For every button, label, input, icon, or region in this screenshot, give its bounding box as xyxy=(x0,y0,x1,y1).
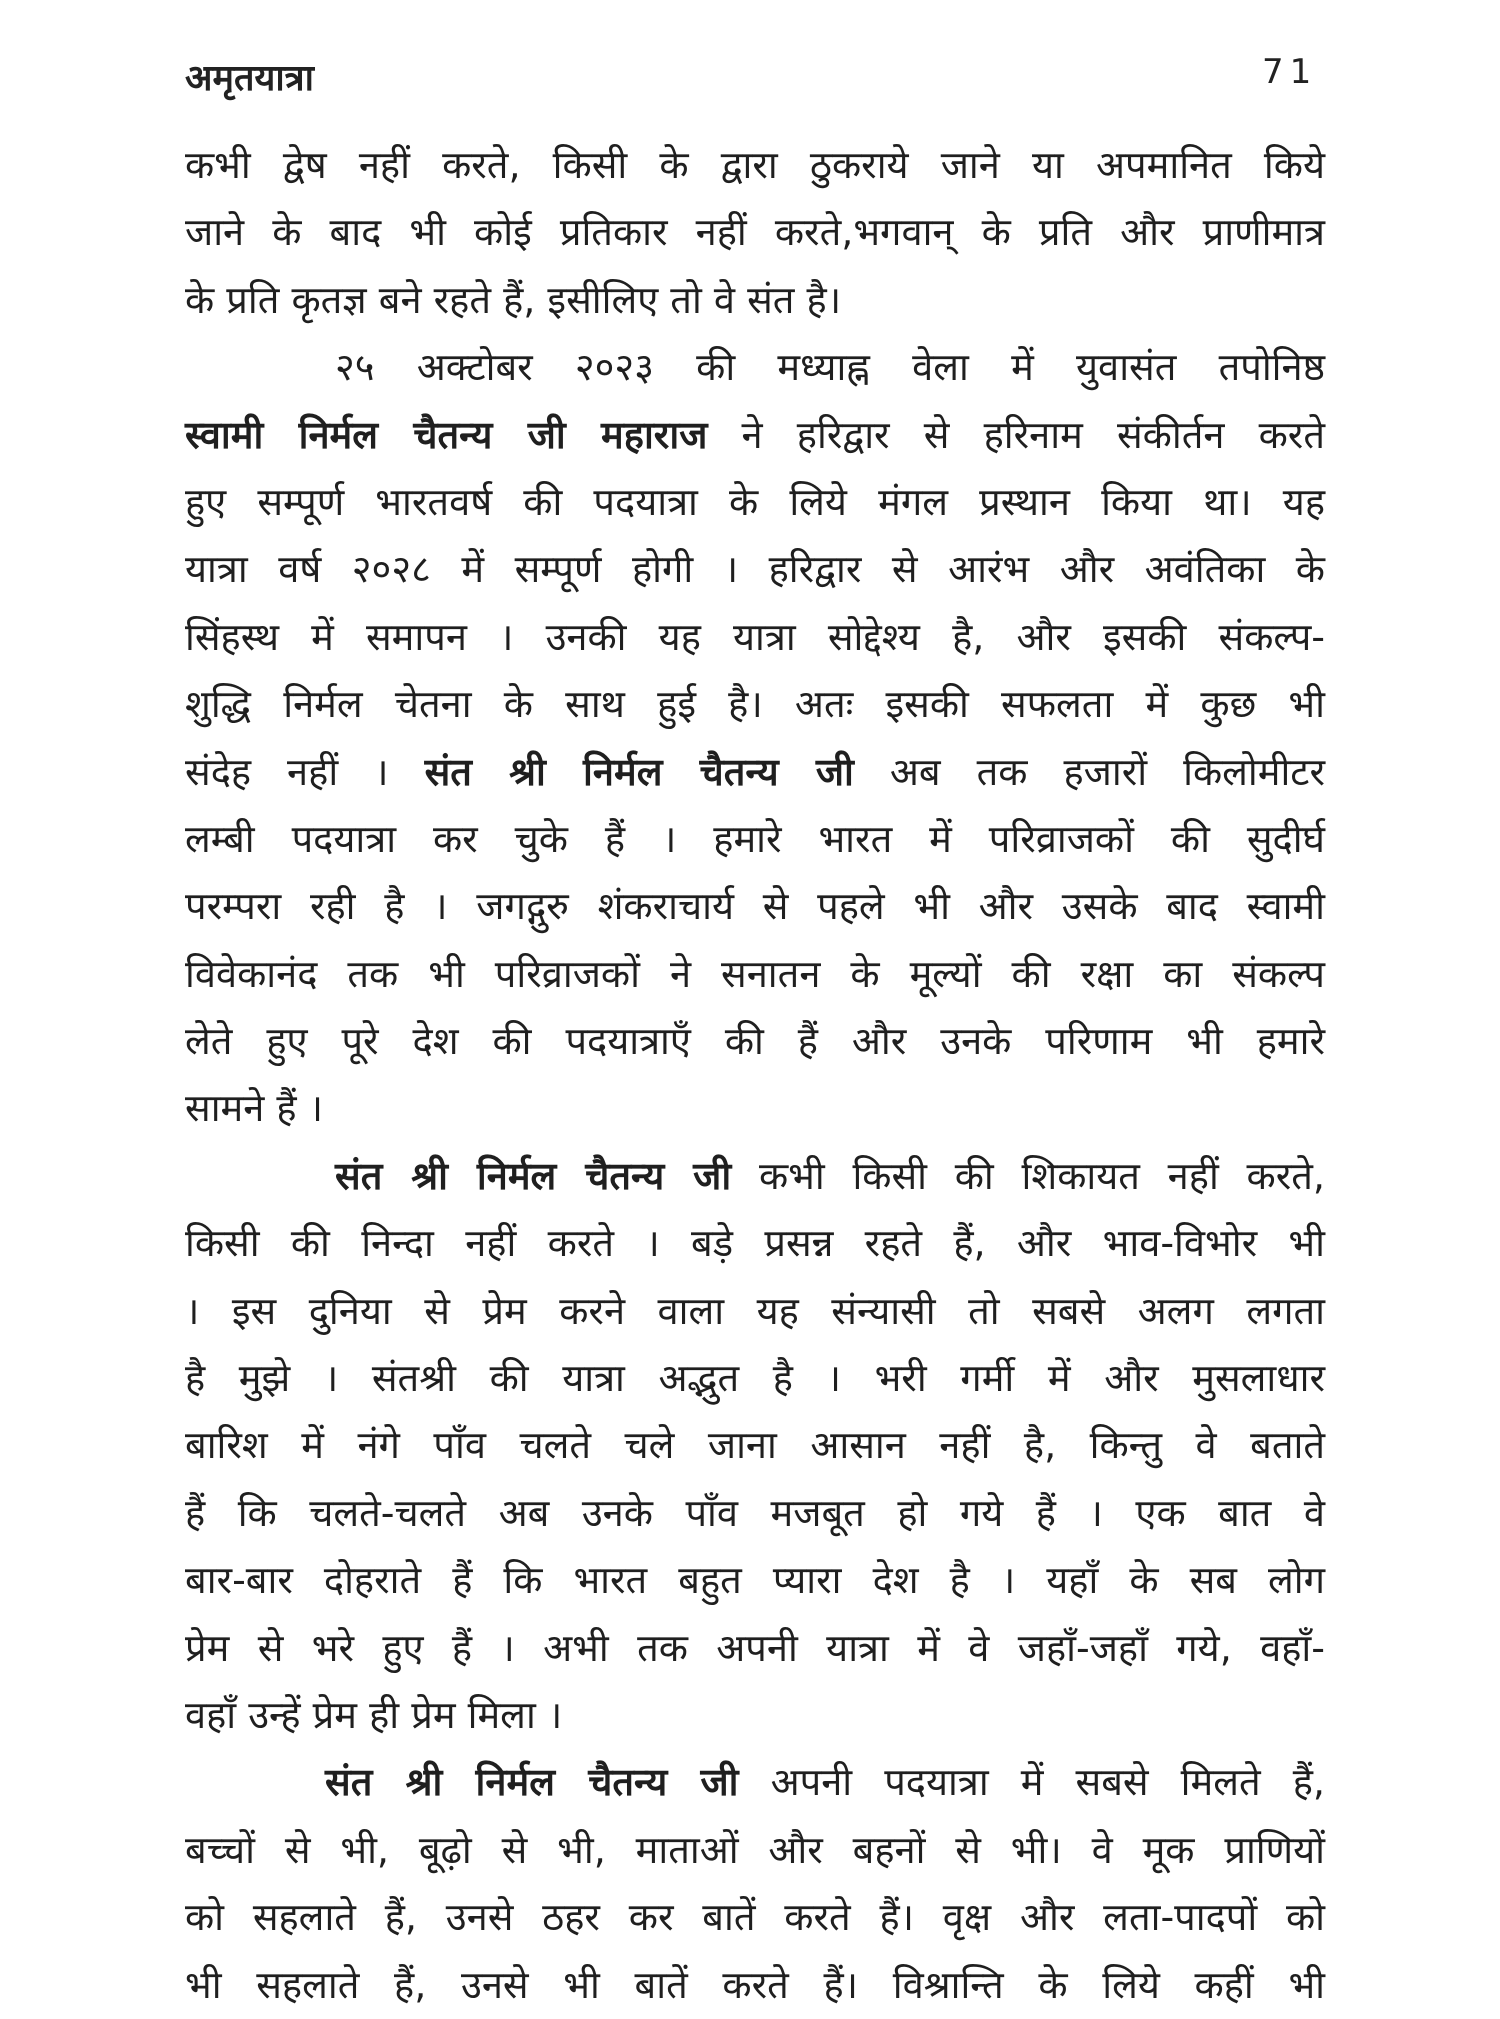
text-line: लम्बी पदयात्रा कर चुके हैं । हमारे भारत में परिव्राजकों की सुदीर्घ xyxy=(185,816,1325,861)
text-line: लेते हुए पूरे देश की पदयात्राएँ की हैं और उनके परिणाम भी हमारे xyxy=(185,1019,1325,1064)
body-text xyxy=(185,132,1325,2019)
text-fragment: अब तक हजारों किलोमीटर xyxy=(853,749,1326,794)
text-line: के प्रति कृतज्ञ बने रहते हैं, इसीलिए तो वे संत है। xyxy=(185,277,842,322)
text-line: है मुझे । संतश्री की यात्रा अद्भुत है । भरी गर्मी में और मुसलाधार xyxy=(185,1356,1325,1401)
text-line: २५ अक्टोबर २०२३ की मध्याह्न वेला में युवासंत तपोनिष्ठ xyxy=(335,345,1325,390)
text-fragment: कभी किसी की शिकायत नहीं करते, xyxy=(731,1153,1326,1198)
text-line: सिंहस्थ में समापन । उनकी यह यात्रा सोद्देश्य है, और इसकी संकल्प- xyxy=(185,614,1325,659)
text-line: किसी की निन्दा नहीं करते । बड़े प्रसन्न रहते हैं, और भाव-विभोर भी xyxy=(185,1221,1325,1266)
saint-name: संत श्री निर्मल चैतन्य जी xyxy=(335,1153,732,1198)
paragraph-2 xyxy=(185,334,1325,1143)
text-line: कभी द्वेष नहीं करते, किसी के द्वारा ठुकराये जाने या अपमानित किये xyxy=(185,143,1325,187)
text-fragment: संदेह नहीं । xyxy=(185,749,425,794)
paragraph-4 xyxy=(185,1749,1325,2019)
text-line: जाने के बाद भी कोई प्रतिकार नहीं करते,भगवान् के प्रति और प्राणीमात्र xyxy=(185,210,1325,255)
page-number: 71 xyxy=(1262,52,1318,92)
saint-name: संत श्री निर्मल चैतन्य जी xyxy=(424,749,854,794)
text-fragment: ने हरिद्वार से हरिनाम संकीर्तन करते xyxy=(707,412,1325,457)
text-fragment: अपनी पदयात्रा में सबसे मिलते हैं, xyxy=(738,1760,1326,1805)
text-line: को सहलाते हैं, उनसे ठहर कर बातें करते हैं। वृक्ष और लता-पादपों को xyxy=(185,1895,1325,1940)
text-line: भी सहलाते हैं, उनसे भी बातें करते हैं। विश्रान्ति के लिये कहीं भी xyxy=(185,1962,1325,2007)
text-line: हुए सम्पूर्ण भारतवर्ष की पदयात्रा के लिये मंगल प्रस्थान किया था। यह xyxy=(185,479,1325,524)
text-line xyxy=(185,739,1325,806)
paragraph-3 xyxy=(185,1143,1325,1750)
text-line: वहाँ उन्हें प्रेम ही प्रेम मिला । xyxy=(185,1692,563,1737)
saint-name: स्वामी निर्मल चैतन्य जी महाराज xyxy=(185,412,708,457)
text-line: प्रेम से भरे हुए हैं । अभी तक अपनी यात्रा में वे जहाँ-जहाँ गये, वहाँ- xyxy=(185,1625,1325,1670)
text-line xyxy=(185,1143,1325,1210)
text-line: शुद्धि निर्मल चेतना के साथ हुई है। अतः इसकी सफलता में कुछ भी xyxy=(185,682,1325,727)
text-line: परम्परा रही है । जगद्गुरु शंकराचार्य से पहले भी और उसके बाद स्वामी xyxy=(185,884,1325,929)
text-line xyxy=(185,1749,1325,1816)
text-line: यात्रा वर्ष २०२८ में सम्पूर्ण होगी । हरिद्वार से आरंभ और अवंतिका के xyxy=(185,547,1325,592)
text-line: बार-बार दोहराते हैं कि भारत बहुत प्यारा देश है । यहाँ के सब लोग xyxy=(185,1558,1325,1603)
text-line: विवेकानंद तक भी परिव्राजकों ने सनातन के मूल्यों की रक्षा का संकल्प xyxy=(185,951,1325,996)
saint-name: संत श्री निर्मल चैतन्य जी xyxy=(325,1760,739,1805)
paragraph-1 xyxy=(185,132,1325,334)
text-line: । इस दुनिया से प्रेम करने वाला यह संन्यासी तो सबसे अलग लगता xyxy=(185,1288,1325,1333)
text-line: बच्चों से भी, बूढ़ो से भी, माताओं और बहनों से भी। वे मूक प्राणियों xyxy=(185,1827,1325,1872)
running-header: अमृतयात्रा xyxy=(185,58,314,99)
text-line: बारिश में नंगे पाँव चलते चले जाना आसान नहीं है, किन्तु वे बताते xyxy=(185,1423,1325,1468)
text-line: सामने हैं । xyxy=(185,1086,324,1131)
text-line xyxy=(185,402,1325,469)
text-line: हैं कि चलते-चलते अब उनके पाँव मजबूत हो गये हैं । एक बात वे xyxy=(185,1490,1325,1535)
